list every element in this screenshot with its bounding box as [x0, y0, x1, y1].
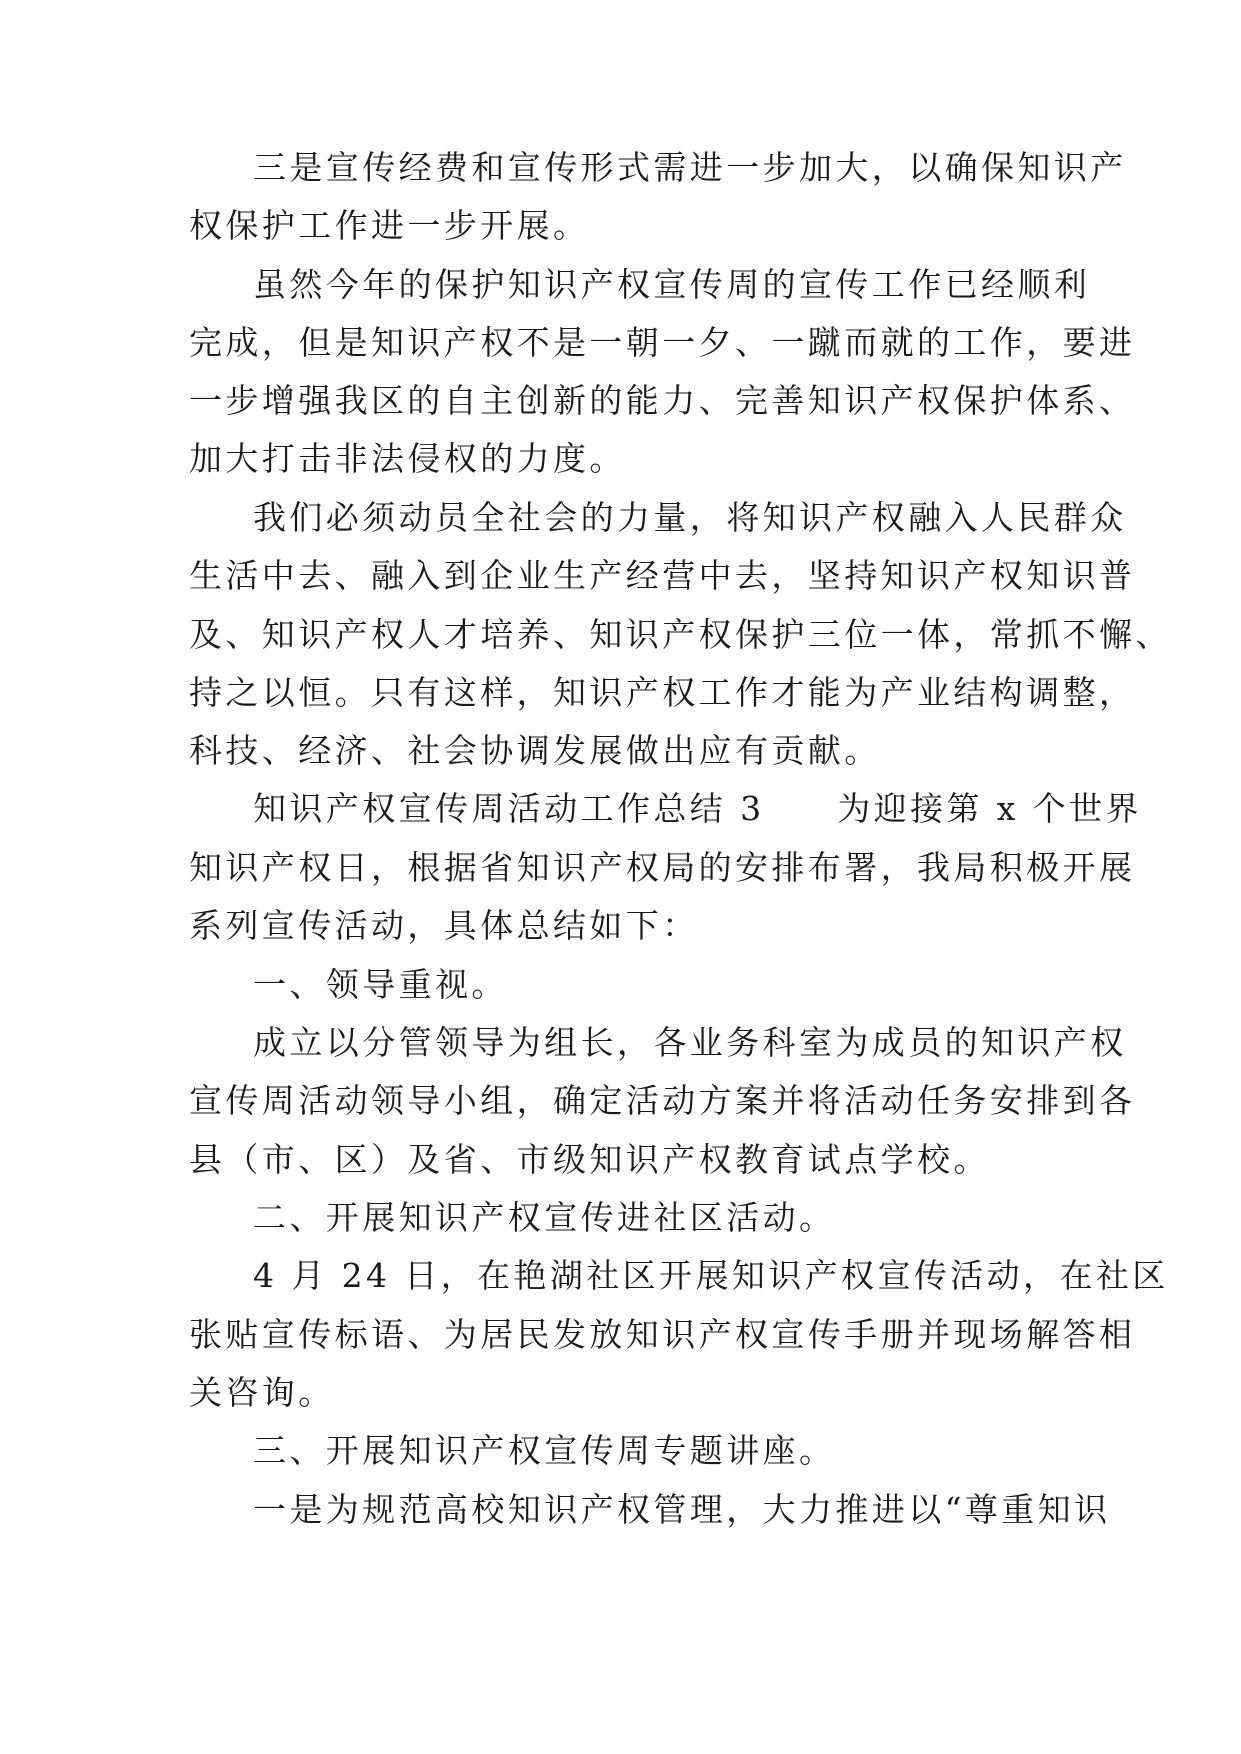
text-line: 二、开展知识产权宣传进社区活动。	[253, 1198, 836, 1237]
text-line: 三是宣传经费和宣传形式需进一步加大，以确保知识产	[253, 148, 1127, 187]
text-line: 完成，但是知识产权不是一朝一夕、一蹴而就的工作，要进	[189, 323, 1136, 362]
text-line: 一步增强我区的自主创新的能力、完善知识产权保护体系、	[189, 381, 1136, 420]
text-line: 虽然今年的保护知识产权宣传周的宣传工作已经顺利	[253, 265, 1091, 304]
text-line: 张贴宣传标语、为居民发放知识产权宣传手册并现场解答相	[189, 1315, 1136, 1354]
text-line: 持之以恒。只有这样，知识产权工作才能为产业结构调整，	[189, 673, 1136, 712]
text-line: 知识产权宣传周活动工作总结 3 为迎接第 x 个世界	[253, 789, 1142, 828]
text-line: 一、领导重视。	[253, 965, 508, 1004]
text-line: 县（市、区）及省、市级知识产权教育试点学校。	[189, 1140, 990, 1179]
text-line: 知识产权日，根据省知识产权局的安排布署，我局积极开展	[189, 848, 1136, 887]
text-line: 我们必须动员全社会的力量，将知识产权融入人民群众	[253, 498, 1127, 537]
text-line: 宣传周活动领导小组，确定活动方案并将活动任务安排到各	[189, 1081, 1136, 1120]
text-line: 权保护工作进一步开展。	[189, 206, 590, 245]
text-line: 三、开展知识产权宣传周专题讲座。	[253, 1431, 836, 1470]
text-line: 系列宣传活动，具体总结如下：	[189, 906, 699, 945]
text-line: 成立以分管领导为组长，各业务科室为成员的知识产权	[253, 1023, 1127, 1062]
text-line: 及、知识产权人才培养、知识产权保护三位一体，常抓不懈、	[189, 615, 1172, 654]
text-line: 关咨询。	[189, 1373, 335, 1412]
text-line: 加大打击非法侵权的力度。	[189, 439, 626, 478]
text-line: 科技、经济、社会协调发展做出应有贡献。	[189, 731, 881, 770]
text-line: 生活中去、融入到企业生产经营中去，坚持知识产权知识普	[189, 556, 1136, 595]
text-line: 一是为规范高校知识产权管理，大力推进以“尊重知识	[253, 1490, 1111, 1529]
text-line: 4 月 24 日，在艳湖社区开展知识产权宣传活动，在社区	[253, 1256, 1169, 1295]
